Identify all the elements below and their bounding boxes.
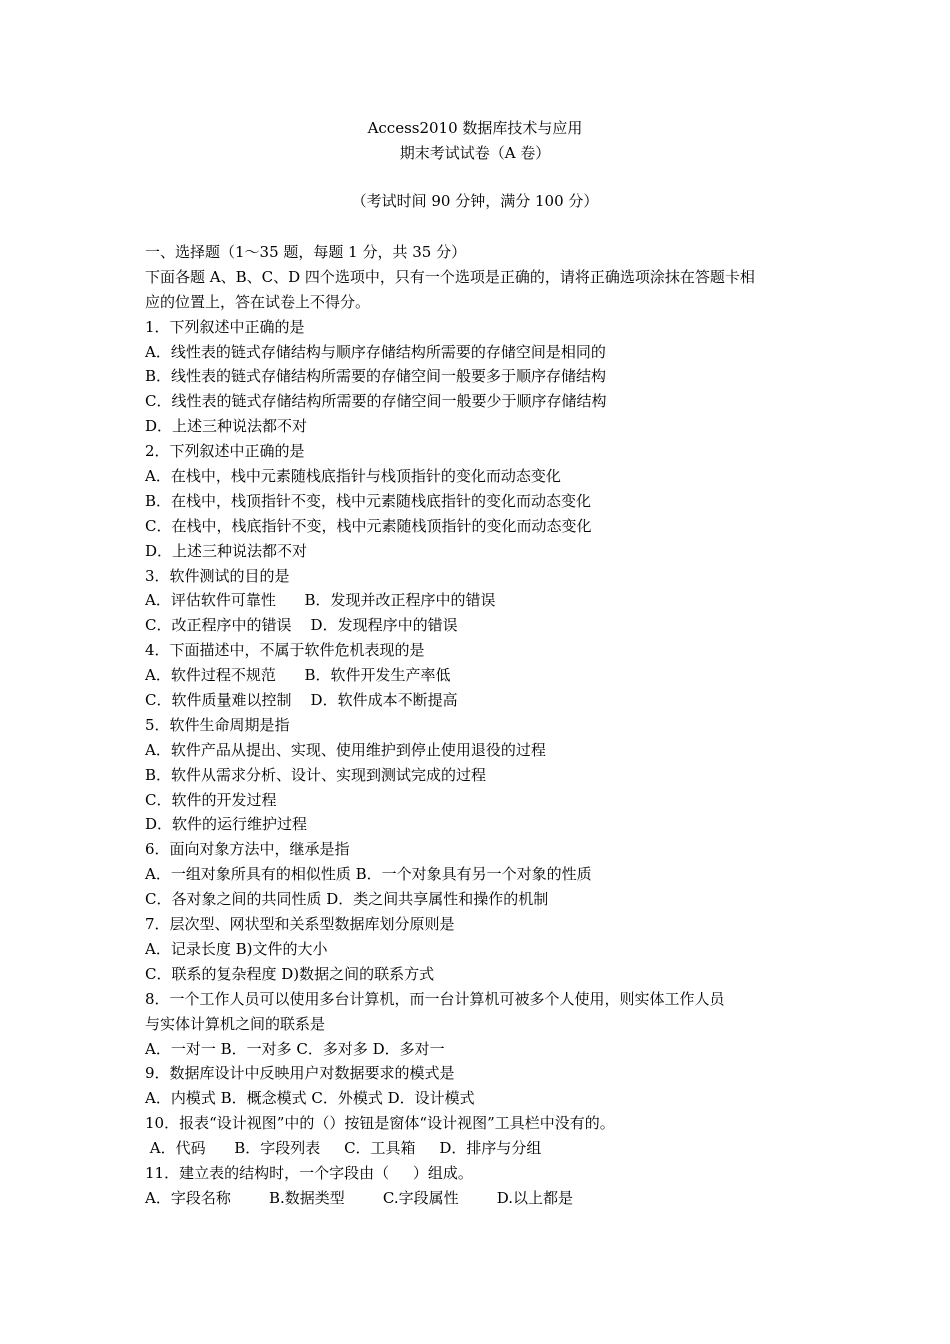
question-2-option-a: A．在栈中，栈中元素随栈底指针与栈顶指针的变化而动态变化 bbox=[145, 467, 561, 486]
question-3-options-cd: C．改正程序中的错误 D．发现程序中的错误 bbox=[145, 616, 458, 635]
question-2: 2．下列叙述中正确的是 bbox=[145, 442, 305, 461]
question-7: 7．层次型、网状型和关系型数据库划分原则是 bbox=[145, 915, 455, 934]
question-5-option-c: C．软件的开发过程 bbox=[145, 790, 277, 809]
question-1-option-b: B．线性表的链式存储结构所需要的存储空间一般要多于顺序存储结构 bbox=[145, 367, 607, 386]
question-2-option-d: D．上述三种说法都不对 bbox=[145, 541, 308, 560]
question-1: 1．下列叙述中正确的是 bbox=[145, 317, 305, 336]
question-9: 9．数据库设计中反映用户对数据要求的模式是 bbox=[145, 1064, 455, 1083]
question-8-options: A．一对一 B．一对多 C．多对多 D．多对一 bbox=[145, 1039, 445, 1058]
question-8-continued: 与实体计算机之间的联系是 bbox=[145, 1014, 326, 1033]
question-2-option-b: B．在栈中，栈顶指针不变，栈中元素随栈底指针的变化而动态变化 bbox=[145, 491, 592, 510]
question-11-options: A．字段名称 B.数据类型 C.字段属性 D.以上都是 bbox=[145, 1188, 574, 1207]
question-11: 11．建立表的结构时，一个字段由（ ）组成。 bbox=[145, 1163, 473, 1182]
question-1-option-c: C．线性表的链式存储结构所需要的存储空间一般要少于顺序存储结构 bbox=[145, 392, 607, 411]
question-5-option-d: D．软件的运行维护过程 bbox=[145, 815, 308, 834]
question-6-options-ab: A．一组对象所具有的相似性质 B．一个对象具有另一个对象的性质 bbox=[145, 865, 592, 884]
question-1-option-d: D．上述三种说法都不对 bbox=[145, 417, 308, 436]
question-5-option-b: B．软件从需求分析、设计、实现到测试完成的过程 bbox=[145, 765, 487, 784]
question-7-options-cd: C．联系的复杂程度 D)数据之间的联系方式 bbox=[145, 964, 435, 983]
question-10-options: A．代码 B．字段列表 C．工具箱 D．排序与分组 bbox=[145, 1139, 542, 1158]
question-3-options-ab: A．评估软件可靠性 B．发现并改正程序中的错误 bbox=[145, 591, 496, 610]
question-8: 8．一个工作人员可以使用多台计算机，而一台计算机可被多个人使用，则实体工作人员 bbox=[145, 989, 725, 1008]
exam-subtitle: 期末考试试卷（A 卷） bbox=[399, 144, 551, 162]
question-10: 10．报表“设计视图”中的（）按钮是窗体“设计视图”工具栏中没有的。 bbox=[145, 1114, 615, 1133]
exam-title: Access2010 数据库技术与应用 bbox=[367, 119, 583, 137]
question-4-options-ab: A．软件过程不规范 B．软件开发生产率低 bbox=[145, 666, 451, 685]
question-1-option-a: A．线性表的链式存储结构与顺序存储结构所需要的存储空间是相同的 bbox=[145, 342, 606, 361]
question-7-options-ab: A．记录长度 B)文件的大小 bbox=[145, 939, 328, 958]
question-6: 6．面向对象方法中，继承是指 bbox=[145, 840, 350, 859]
question-3: 3．软件测试的目的是 bbox=[145, 566, 290, 585]
question-4-options-cd: C．软件质量难以控制 D．软件成本不断提高 bbox=[145, 691, 458, 710]
question-5: 5．软件生命周期是指 bbox=[145, 715, 290, 734]
question-5-option-a: A．软件产品从提出、实现、使用维护到停止使用退役的过程 bbox=[145, 740, 546, 759]
question-6-options-cd: C．各对象之间的共同性质 D．类之间共享属性和操作的机制 bbox=[145, 890, 549, 909]
instructions-line: 应的位置上，答在试卷上不得分。 bbox=[145, 292, 371, 311]
question-9-options: A．内模式 B．概念模式 C．外模式 D．设计模式 bbox=[145, 1089, 475, 1108]
section-heading: 一、选择题（1～35 题，每题 1 分，共 35 分） bbox=[145, 243, 467, 261]
question-2-option-c: C．在栈中，栈底指针不变，栈中元素随栈顶指针的变化而动态变化 bbox=[145, 516, 592, 535]
instructions-line: 下面各题 A、B、C、D 四个选项中，只有一个选项是正确的，请将正确选项涂抹在答题卡相 bbox=[145, 267, 755, 286]
exam-time-info: （考试时间 90 分钟，满分 100 分） bbox=[351, 192, 599, 210]
exam-body bbox=[145, 240, 825, 1211]
question-4: 4．下面描述中，不属于软件危机表现的是 bbox=[145, 641, 425, 660]
